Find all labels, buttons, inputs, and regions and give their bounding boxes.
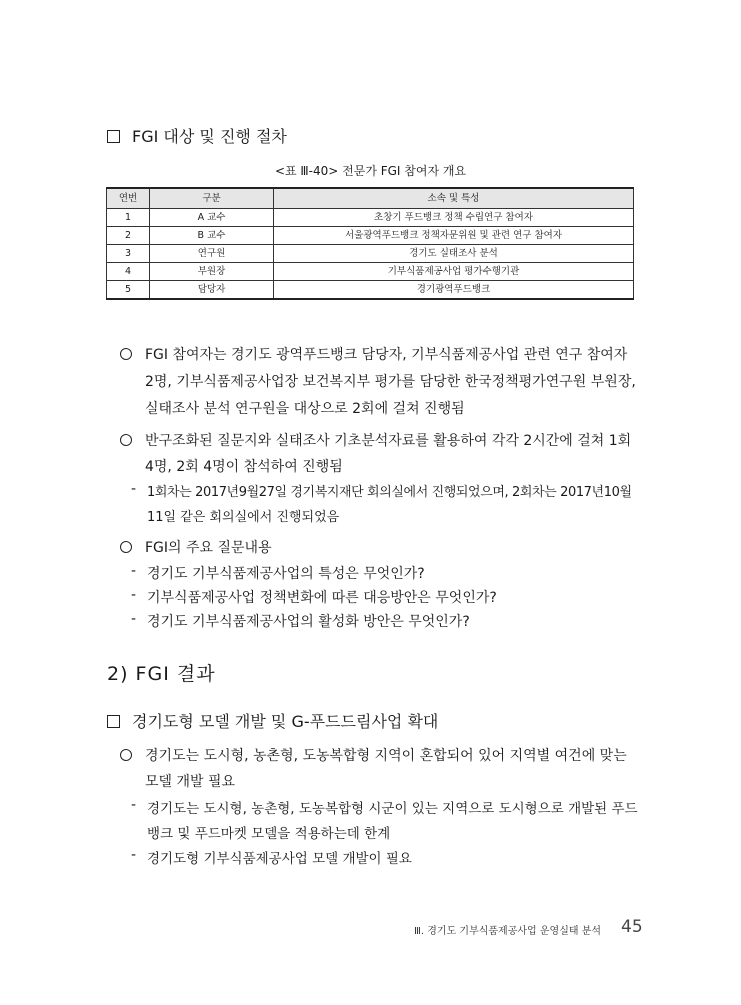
fgi-participants-table	[106, 187, 634, 300]
dash-marker: -	[131, 847, 137, 863]
bullet-line: 경기도는 도시형, 농촌형, 도농복합형 지역이 혼합되어 있어 지역별 여건에 맞는	[145, 748, 627, 764]
question-item: 경기도 기부식품제공사업의 활성화 방안은 무엇인가?	[147, 614, 470, 630]
cell-type: 연구원	[150, 245, 274, 263]
cell-affiliation: 경기도 실태조사 분석	[274, 245, 634, 263]
cell-no: 2	[107, 227, 150, 245]
bullet-line: FGI의 주요 질문내용	[145, 540, 272, 556]
cell-no: 5	[107, 281, 150, 300]
question-item: 기부식품제공사업 정책변화에 따른 대응방안은 무엇인가?	[147, 590, 497, 606]
table-row	[107, 209, 634, 227]
cell-no: 4	[107, 263, 150, 281]
circle-bullet-icon	[120, 434, 132, 446]
bullet-line: 반구조화된 질문지와 실태조사 기초분석자료를 활용하여 각각 2시간에 걸쳐 1회	[145, 433, 632, 449]
section-heading-fgi-results: 2) FGI 결과	[107, 663, 216, 685]
cell-affiliation: 서울광역푸드뱅크 정책자문위원 및 관련 연구 참여자	[274, 227, 634, 245]
cell-affiliation: 경기광역푸드뱅크	[274, 281, 634, 300]
column-header-affiliation: 소속 및 특성	[274, 188, 634, 209]
cell-type: A 교수	[150, 209, 274, 227]
cell-type: B 교수	[150, 227, 274, 245]
column-header-no: 연번	[107, 188, 150, 209]
cell-no: 1	[107, 209, 150, 227]
table-row	[107, 281, 634, 300]
bullet-line: 4명, 2회 4명이 참석하여 진행됨	[145, 459, 343, 475]
cell-type: 담당자	[150, 281, 274, 300]
section-heading-text: FGI 대상 및 진행 절차	[132, 127, 287, 146]
cell-affiliation: 초창기 푸드뱅크 정책 수립연구 참여자	[274, 209, 634, 227]
sub-line: 뱅크 및 푸드마켓 모델을 적용하는데 한계	[147, 826, 391, 842]
cell-affiliation: 기부식품제공사업 평가수행기관	[274, 263, 634, 281]
table-row	[107, 245, 634, 263]
bullet-line: 모델 개발 필요	[145, 774, 236, 790]
sub-line: 1회차는 2017년9월27일 경기복지재단 회의실에서 진행되었으며, 2회차는 2017년10월	[147, 485, 632, 500]
cell-type: 부원장	[150, 263, 274, 281]
sub-line: 경기도형 기부식품제공사업 모델 개발이 필요	[147, 851, 412, 867]
question-item: 경기도 기부식품제공사업의 특성은 무엇인가?	[147, 566, 425, 582]
circle-bullet-icon	[120, 541, 132, 553]
sub-line: 경기도는 도시형, 농촌형, 도농복합형 시군이 있는 지역으로 도시형으로 개발된 푸드	[147, 801, 638, 817]
bullet-line: FGI 참여자는 경기도 광역푸드뱅크 담당자, 기부식품제공사업 관련 연구 참여자	[145, 347, 628, 363]
circle-bullet-icon	[120, 749, 132, 761]
section-heading-fgi-procedure	[107, 124, 287, 147]
table-row	[107, 263, 634, 281]
dash-marker: -	[131, 563, 137, 579]
sub-line: 11일 같은 회의실에서 진행되었음	[147, 510, 340, 525]
section-heading-text: 경기도형 모델 개발 및 G-푸드드림사업 확대	[132, 712, 439, 731]
circle-bullet-icon	[120, 348, 132, 360]
checkbox-square-icon	[107, 715, 120, 728]
footer-chapter-title: Ⅲ. 경기도 기부식품제공사업 운영실태 분석	[414, 926, 602, 937]
bullet-line: 2명, 기부식품제공사업장 보건복지부 평가를 담당한 한국정책평가연구원 부원장,	[145, 374, 636, 390]
cell-no: 3	[107, 245, 150, 263]
dash-marker: -	[131, 587, 137, 603]
page-number: 45	[621, 917, 643, 937]
dash-marker: -	[131, 797, 137, 813]
dash-marker: -	[131, 481, 137, 497]
table-caption: <표 Ⅲ-40> 전문가 FGI 참여자 개요	[274, 164, 467, 178]
bullet-line: 실태조사 분석 연구원을 대상으로 2회에 걸쳐 진행됨	[145, 401, 465, 417]
table-row	[107, 227, 634, 245]
column-header-type: 구분	[150, 188, 274, 209]
section-heading-model-development	[107, 709, 438, 732]
dash-marker: -	[131, 611, 137, 627]
table-header-row	[107, 188, 634, 209]
checkbox-square-icon	[107, 130, 120, 143]
